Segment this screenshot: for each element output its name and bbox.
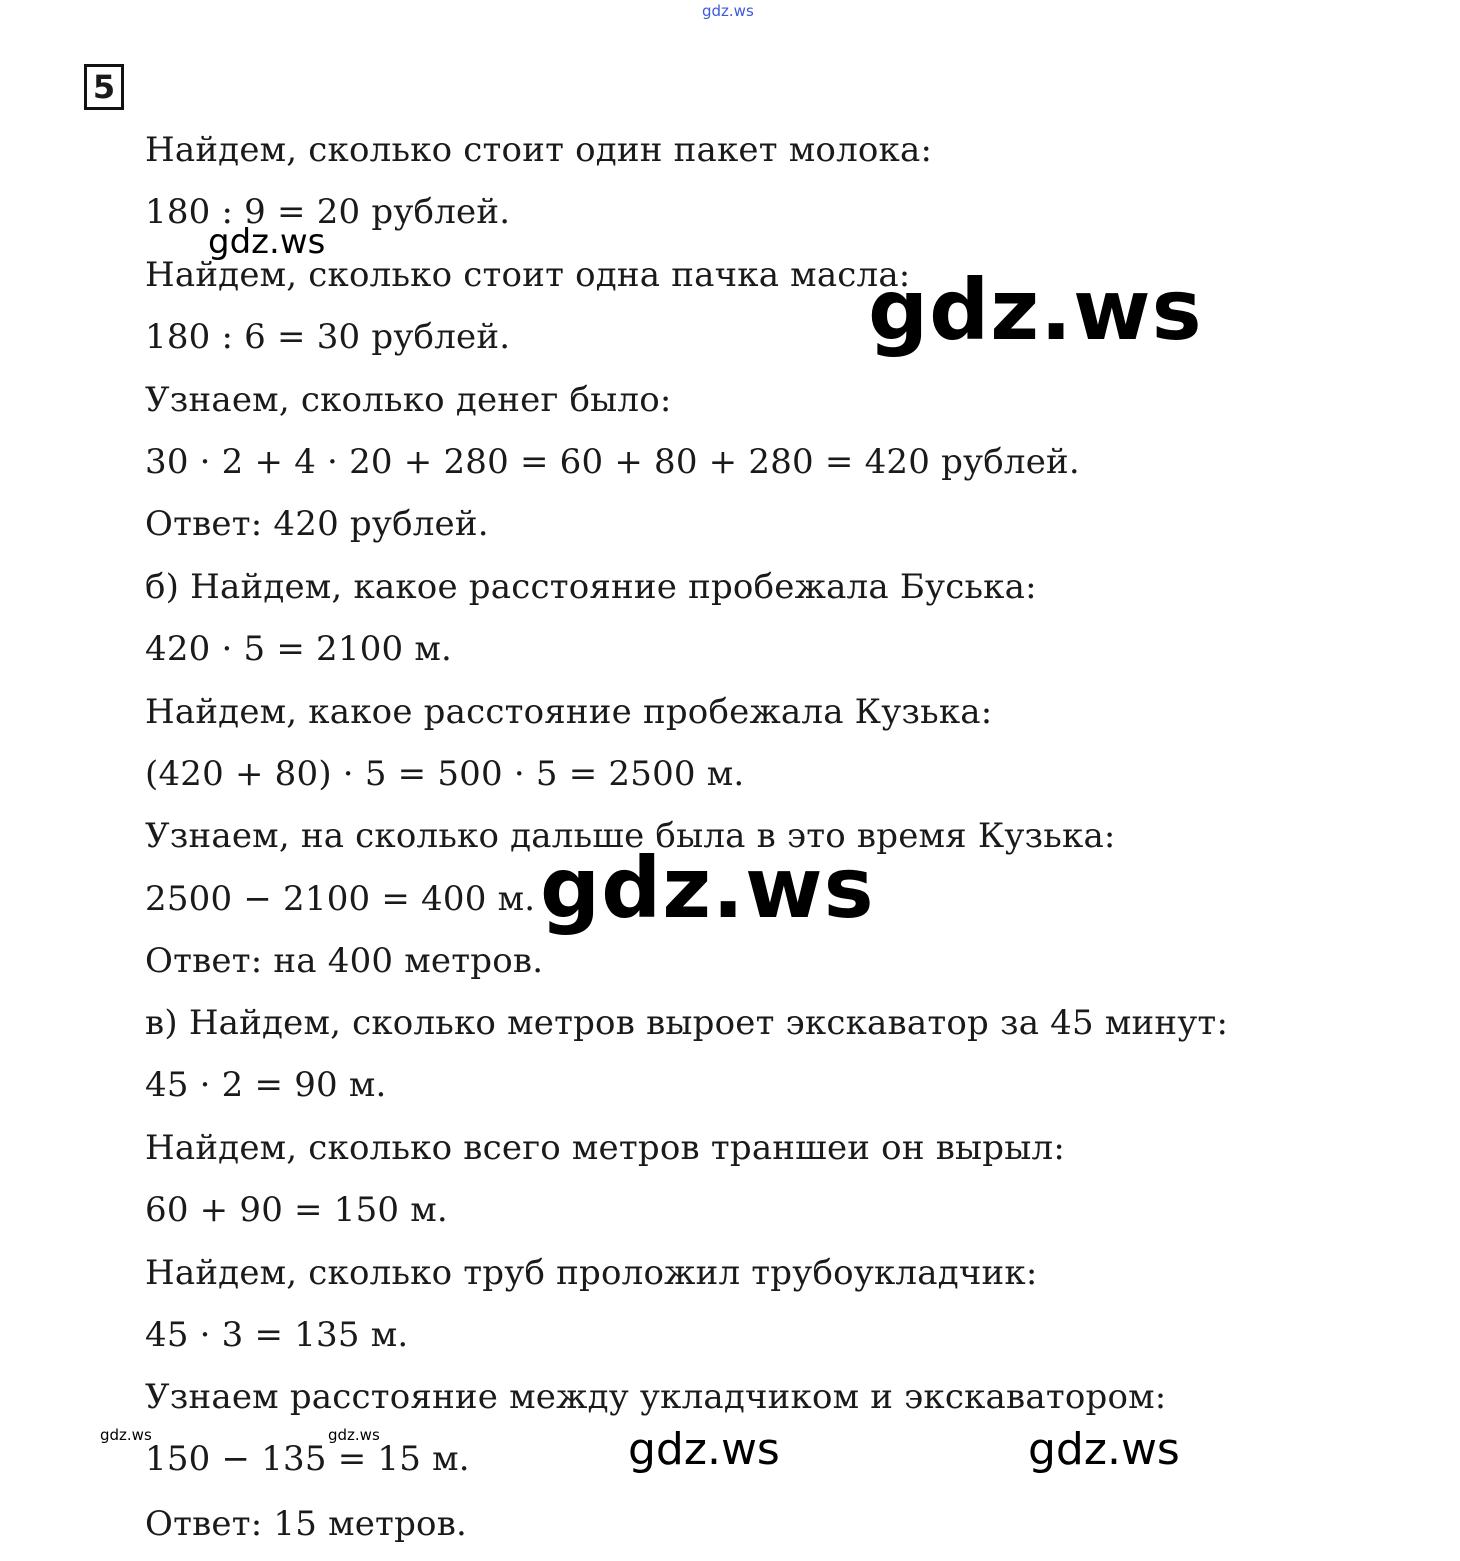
solution-line: 60 + 90 = 150 м. (145, 1190, 448, 1230)
solution-line: 420 · 5 = 2100 м. (145, 629, 453, 669)
watermark-small: gdz.ws (100, 1426, 152, 1444)
solution-line: (420 + 80) · 5 = 500 · 5 = 2500 м. (145, 754, 745, 794)
solution-line: Узнаем расстояние между укладчиком и экскаватором: (145, 1377, 1167, 1417)
watermark-medium: gdz.ws (1028, 1424, 1180, 1475)
task-number-box: 5 (84, 64, 124, 110)
solution-line: Найдем, сколько стоит одна пачка масла: (145, 255, 911, 295)
watermark-large: gdz.ws (868, 261, 1203, 359)
solution-line: 45 · 2 = 90 м. (145, 1065, 387, 1105)
solution-line: Узнаем, на сколько дальше была в это время Кузька: (145, 816, 1116, 856)
watermark-medium: gdz.ws (628, 1424, 780, 1475)
solution-line: 180 : 6 = 30 рублей. (145, 317, 511, 357)
solution-line: Найдем, сколько стоит один пакет молока: (145, 130, 933, 170)
solution-line: Найдем, сколько труб проложил трубоукладчик: (145, 1253, 1038, 1293)
solution-line: 30 · 2 + 4 · 20 + 280 = 60 + 80 + 280 = 420 рублей. (145, 442, 1080, 482)
solution-line: Узнаем, сколько денег было: (145, 380, 672, 420)
solution-line: 2500 − 2100 = 400 м. (145, 879, 536, 919)
solution-line: Найдем, сколько всего метров траншеи он вырыл: (145, 1128, 1065, 1168)
solution-line: Ответ: 15 метров. (145, 1504, 468, 1544)
solution-line: 180 : 9 = 20 рублей. (145, 192, 511, 232)
solution-line: Ответ: 420 рублей. (145, 504, 489, 544)
solution-line: Найдем, какое расстояние пробежала Кузька: (145, 692, 993, 732)
watermark-top: gdz.ws (702, 2, 754, 20)
solution-line: б) Найдем, какое расстояние пробежала Буська: (145, 567, 1037, 607)
solution-line: Ответ: на 400 метров. (145, 941, 544, 981)
solution-line: 45 · 3 = 135 м. (145, 1315, 409, 1355)
solution-line: в) Найдем, сколько метров выроет экскаватор за 45 минут: (145, 1003, 1229, 1043)
watermark-small: gdz.ws (328, 1426, 380, 1444)
watermark: gdz.ws (208, 222, 326, 262)
solution-line: 150 − 135 = 15 м. (145, 1439, 470, 1479)
watermark-large: gdz.ws (540, 839, 875, 937)
